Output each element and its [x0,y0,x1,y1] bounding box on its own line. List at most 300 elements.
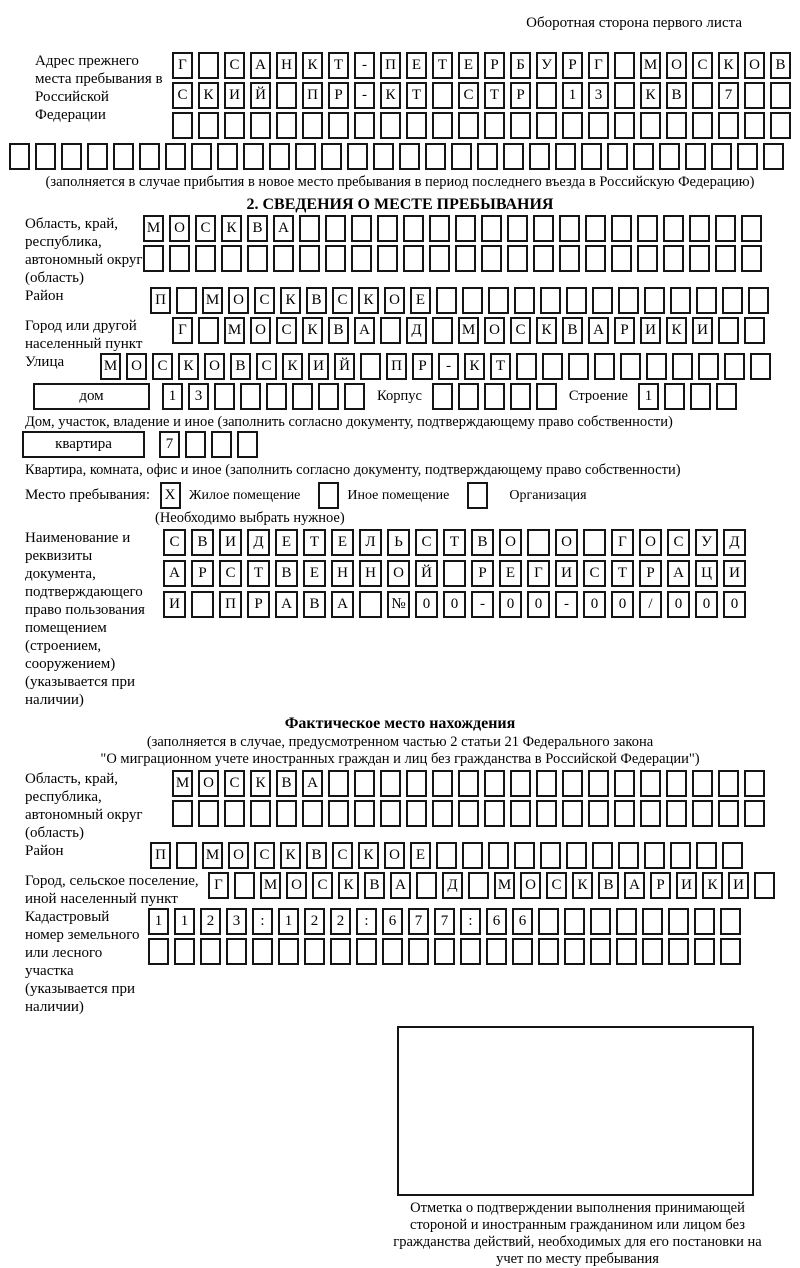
char-box[interactable] [451,143,472,170]
char-box[interactable]: С [254,842,275,869]
char-box[interactable] [191,143,212,170]
char-box[interactable] [763,143,784,170]
char-box[interactable] [443,560,466,587]
char-box[interactable] [698,353,719,380]
char-box[interactable] [458,770,479,797]
char-box[interactable] [538,908,559,935]
char-box[interactable]: Е [275,529,298,556]
char-box[interactable]: О [286,872,307,899]
char-box[interactable] [715,245,736,272]
char-box[interactable] [237,431,258,458]
char-box[interactable]: С [667,529,690,556]
char-box[interactable]: К [302,52,323,79]
char-box[interactable] [614,112,635,139]
char-box[interactable] [592,287,613,314]
char-box[interactable]: В [230,353,251,380]
char-box[interactable]: 3 [588,82,609,109]
char-box[interactable] [252,938,273,965]
char-box[interactable] [321,143,342,170]
char-box[interactable] [642,938,663,965]
char-box[interactable]: 0 [667,591,690,618]
char-box[interactable] [692,82,713,109]
char-box[interactable]: П [380,52,401,79]
char-box[interactable] [432,383,453,410]
char-box[interactable] [458,383,479,410]
char-box[interactable]: С [219,560,242,587]
char-box[interactable] [696,842,717,869]
char-box[interactable]: С [152,353,173,380]
char-box[interactable] [403,245,424,272]
char-box[interactable]: О [204,353,225,380]
char-box[interactable] [234,872,255,899]
char-box[interactable]: О [228,287,249,314]
char-box[interactable] [403,215,424,242]
char-box[interactable] [408,938,429,965]
char-box[interactable]: П [302,82,323,109]
char-box[interactable] [542,353,563,380]
char-box[interactable] [484,770,505,797]
char-box[interactable] [354,800,375,827]
char-box[interactable]: Т [247,560,270,587]
char-box[interactable] [432,317,453,344]
char-box[interactable]: 0 [415,591,438,618]
char-box[interactable] [344,383,365,410]
char-box[interactable] [468,872,489,899]
char-box[interactable]: К [358,842,379,869]
char-box[interactable]: И [640,317,661,344]
char-box[interactable]: Й [334,353,355,380]
char-box[interactable]: Д [723,529,746,556]
char-box[interactable] [377,245,398,272]
char-box[interactable]: Д [406,317,427,344]
char-box[interactable] [744,317,765,344]
char-box[interactable]: В [276,770,297,797]
char-box[interactable] [269,143,290,170]
char-box[interactable] [618,842,639,869]
char-box[interactable]: 0 [611,591,634,618]
char-box[interactable]: 3 [188,383,209,410]
char-box[interactable] [666,112,687,139]
char-box[interactable] [642,908,663,935]
char-box[interactable]: Р [484,52,505,79]
char-box[interactable] [380,317,401,344]
char-box[interactable] [540,287,561,314]
char-box[interactable]: С [254,287,275,314]
char-box[interactable] [373,143,394,170]
char-box[interactable]: 1 [174,908,195,935]
char-box[interactable] [770,112,791,139]
char-box[interactable]: В [666,82,687,109]
char-box[interactable] [399,143,420,170]
char-box[interactable] [360,353,381,380]
char-box[interactable]: К [280,287,301,314]
char-box[interactable] [562,112,583,139]
char-box[interactable]: Р [562,52,583,79]
char-box[interactable] [514,842,535,869]
char-box[interactable]: А [624,872,645,899]
char-box[interactable]: М [260,872,281,899]
char-box[interactable] [588,800,609,827]
char-box[interactable] [176,842,197,869]
char-box[interactable]: 1 [162,383,183,410]
char-box[interactable]: Д [442,872,463,899]
char-box[interactable] [689,215,710,242]
char-box[interactable]: / [639,591,662,618]
char-box[interactable]: В [247,215,268,242]
char-box[interactable]: Г [588,52,609,79]
char-box[interactable] [724,353,745,380]
char-box[interactable] [581,143,602,170]
char-box[interactable] [640,800,661,827]
char-box[interactable] [460,938,481,965]
char-box[interactable]: Р [247,591,270,618]
char-box[interactable] [211,431,232,458]
char-box[interactable] [172,800,193,827]
char-box[interactable] [741,215,762,242]
char-box[interactable] [618,287,639,314]
char-box[interactable] [592,842,613,869]
char-box[interactable]: О [250,317,271,344]
char-box[interactable] [380,112,401,139]
char-box[interactable] [113,143,134,170]
char-box[interactable] [328,770,349,797]
char-box[interactable] [692,112,713,139]
char-box[interactable]: № [387,591,410,618]
char-box[interactable] [744,82,765,109]
char-box[interactable] [744,800,765,827]
char-box[interactable]: С [332,842,353,869]
char-box[interactable] [347,143,368,170]
char-box[interactable] [666,770,687,797]
char-box[interactable] [614,800,635,827]
char-box[interactable] [529,143,550,170]
char-box[interactable] [406,112,427,139]
char-box[interactable]: В [328,317,349,344]
char-box[interactable] [488,842,509,869]
char-box[interactable] [538,938,559,965]
char-box[interactable] [607,143,628,170]
char-box[interactable]: Т [611,560,634,587]
char-box[interactable] [221,245,242,272]
char-box[interactable]: И [163,591,186,618]
char-box[interactable]: М [100,353,121,380]
char-box[interactable]: 1 [278,908,299,935]
char-box[interactable] [302,800,323,827]
char-box[interactable] [533,245,554,272]
char-box[interactable]: Е [458,52,479,79]
char-box[interactable]: 6 [382,908,403,935]
char-box[interactable] [503,143,524,170]
char-box[interactable] [87,143,108,170]
char-box[interactable]: С [510,317,531,344]
char-box[interactable]: В [562,317,583,344]
char-box[interactable] [278,938,299,965]
char-box[interactable]: И [692,317,713,344]
char-box[interactable] [514,287,535,314]
char-box[interactable] [198,52,219,79]
char-box[interactable] [716,383,737,410]
char-box[interactable]: Й [250,82,271,109]
char-box[interactable] [302,112,323,139]
char-box[interactable] [536,800,557,827]
char-box[interactable] [566,842,587,869]
char-box[interactable] [224,800,245,827]
char-box[interactable]: П [150,287,171,314]
char-box[interactable] [432,770,453,797]
char-box[interactable]: Й [415,560,438,587]
char-box[interactable]: Г [611,529,634,556]
char-box[interactable]: А [588,317,609,344]
char-box[interactable] [670,842,691,869]
char-box[interactable]: Т [303,529,326,556]
char-box[interactable]: С [415,529,438,556]
char-box[interactable]: М [640,52,661,79]
char-box[interactable]: С [692,52,713,79]
char-box[interactable] [718,800,739,827]
char-box[interactable]: 0 [723,591,746,618]
char-box[interactable]: П [386,353,407,380]
char-box[interactable] [276,800,297,827]
char-box[interactable] [477,143,498,170]
char-box[interactable] [325,215,346,242]
char-box[interactable] [568,353,589,380]
char-box[interactable]: 0 [527,591,550,618]
char-box[interactable] [507,245,528,272]
char-box[interactable] [594,353,615,380]
char-box[interactable] [722,842,743,869]
char-box[interactable] [616,908,637,935]
char-box[interactable] [247,245,268,272]
char-box[interactable] [718,770,739,797]
char-box[interactable] [620,353,641,380]
char-box[interactable] [744,770,765,797]
char-box[interactable] [429,215,450,242]
char-box[interactable] [429,245,450,272]
char-box[interactable]: О [387,560,410,587]
char-box[interactable] [198,317,219,344]
char-box[interactable]: - [354,82,375,109]
char-box[interactable]: - [555,591,578,618]
char-box[interactable] [566,287,587,314]
char-box[interactable] [559,245,580,272]
char-box[interactable]: С [163,529,186,556]
char-box[interactable] [176,287,197,314]
checkbox-other-premises[interactable] [318,482,339,509]
char-box[interactable]: Ц [695,560,718,587]
char-box[interactable]: С [195,215,216,242]
char-box[interactable] [425,143,446,170]
char-box[interactable]: И [224,82,245,109]
char-box[interactable] [276,82,297,109]
char-box[interactable] [484,383,505,410]
char-box[interactable]: В [191,529,214,556]
char-box[interactable] [692,770,713,797]
char-box[interactable] [328,112,349,139]
char-box[interactable] [588,112,609,139]
char-box[interactable] [640,112,661,139]
char-box[interactable] [35,143,56,170]
char-box[interactable] [614,770,635,797]
char-box[interactable] [266,383,287,410]
char-box[interactable] [611,215,632,242]
char-box[interactable]: М [143,215,164,242]
char-box[interactable]: 7 [408,908,429,935]
char-box[interactable] [690,383,711,410]
char-box[interactable] [694,908,715,935]
char-box[interactable]: М [458,317,479,344]
char-box[interactable] [200,938,221,965]
char-box[interactable] [416,872,437,899]
char-box[interactable]: 7 [159,431,180,458]
char-box[interactable]: Р [639,560,662,587]
char-box[interactable]: К [536,317,557,344]
char-box[interactable]: 1 [638,383,659,410]
char-box[interactable] [692,800,713,827]
char-box[interactable] [640,770,661,797]
char-box[interactable] [191,591,214,618]
char-box[interactable] [198,112,219,139]
char-box[interactable] [663,215,684,242]
char-box[interactable] [562,800,583,827]
char-box[interactable] [148,938,169,965]
char-box[interactable]: 2 [304,908,325,935]
char-box[interactable] [406,800,427,827]
char-box[interactable] [583,529,606,556]
char-box[interactable]: Т [490,353,511,380]
char-box[interactable]: К [280,842,301,869]
char-box[interactable]: Е [303,560,326,587]
char-box[interactable]: О [484,317,505,344]
char-box[interactable] [510,800,531,827]
char-box[interactable] [139,143,160,170]
char-box[interactable] [510,112,531,139]
char-box[interactable] [165,143,186,170]
char-box[interactable] [637,215,658,242]
char-box[interactable]: К [464,353,485,380]
char-box[interactable] [510,770,531,797]
char-box[interactable] [328,800,349,827]
char-box[interactable] [562,770,583,797]
char-box[interactable] [512,938,533,965]
char-box[interactable]: И [219,529,242,556]
char-box[interactable]: О [666,52,687,79]
char-box[interactable] [250,112,271,139]
char-box[interactable]: С [172,82,193,109]
char-box[interactable] [432,112,453,139]
char-box[interactable]: А [354,317,375,344]
char-box[interactable]: Г [172,317,193,344]
char-box[interactable] [585,215,606,242]
char-box[interactable] [614,82,635,109]
char-box[interactable] [741,245,762,272]
char-box[interactable] [588,770,609,797]
char-box[interactable]: А [390,872,411,899]
char-box[interactable] [276,112,297,139]
char-box[interactable]: К [338,872,359,899]
char-box[interactable] [250,800,271,827]
char-box[interactable] [436,842,457,869]
char-box[interactable]: Т [406,82,427,109]
char-box[interactable]: А [302,770,323,797]
char-box[interactable]: В [303,591,326,618]
char-box[interactable] [299,245,320,272]
char-box[interactable]: Н [331,560,354,587]
char-box[interactable]: 0 [695,591,718,618]
char-box[interactable]: О [169,215,190,242]
char-box[interactable] [715,215,736,242]
char-box[interactable] [633,143,654,170]
char-box[interactable]: Г [208,872,229,899]
char-box[interactable]: К [250,770,271,797]
char-box[interactable]: К [702,872,723,899]
char-box[interactable]: А [275,591,298,618]
char-box[interactable] [198,800,219,827]
char-box[interactable] [406,770,427,797]
char-box[interactable]: К [221,215,242,242]
char-box[interactable]: В [364,872,385,899]
char-box[interactable]: С [224,52,245,79]
char-box[interactable]: 6 [512,908,533,935]
char-box[interactable] [318,383,339,410]
char-box[interactable]: С [332,287,353,314]
char-box[interactable]: С [583,560,606,587]
char-box[interactable]: Т [443,529,466,556]
char-box[interactable]: К [666,317,687,344]
char-box[interactable] [533,215,554,242]
char-box[interactable] [299,215,320,242]
char-box[interactable] [488,287,509,314]
char-box[interactable] [644,287,665,314]
char-box[interactable] [689,245,710,272]
char-box[interactable] [458,112,479,139]
char-box[interactable] [436,287,457,314]
char-box[interactable]: У [536,52,557,79]
char-box[interactable]: О [639,529,662,556]
char-box[interactable]: И [728,872,749,899]
char-box[interactable] [748,287,769,314]
char-box[interactable] [432,800,453,827]
char-box[interactable] [172,112,193,139]
char-box[interactable] [590,938,611,965]
char-box[interactable] [462,287,483,314]
char-box[interactable] [611,245,632,272]
char-box[interactable] [458,800,479,827]
char-box[interactable] [646,353,667,380]
char-box[interactable] [720,938,741,965]
char-box[interactable] [720,908,741,935]
char-box[interactable]: С [546,872,567,899]
char-box[interactable] [737,143,758,170]
char-box[interactable] [670,287,691,314]
char-box[interactable]: А [273,215,294,242]
char-box[interactable]: С [458,82,479,109]
char-box[interactable]: 1 [562,82,583,109]
char-box[interactable] [616,938,637,965]
char-box[interactable]: - [438,353,459,380]
char-box[interactable] [455,245,476,272]
char-box[interactable]: 0 [583,591,606,618]
char-box[interactable] [240,383,261,410]
char-box[interactable] [663,245,684,272]
char-box[interactable]: 2 [200,908,221,935]
char-box[interactable] [351,215,372,242]
char-box[interactable]: О [384,287,405,314]
char-box[interactable]: : [356,908,377,935]
char-box[interactable] [672,353,693,380]
char-box[interactable] [750,353,771,380]
char-box[interactable]: Н [276,52,297,79]
char-box[interactable] [481,245,502,272]
